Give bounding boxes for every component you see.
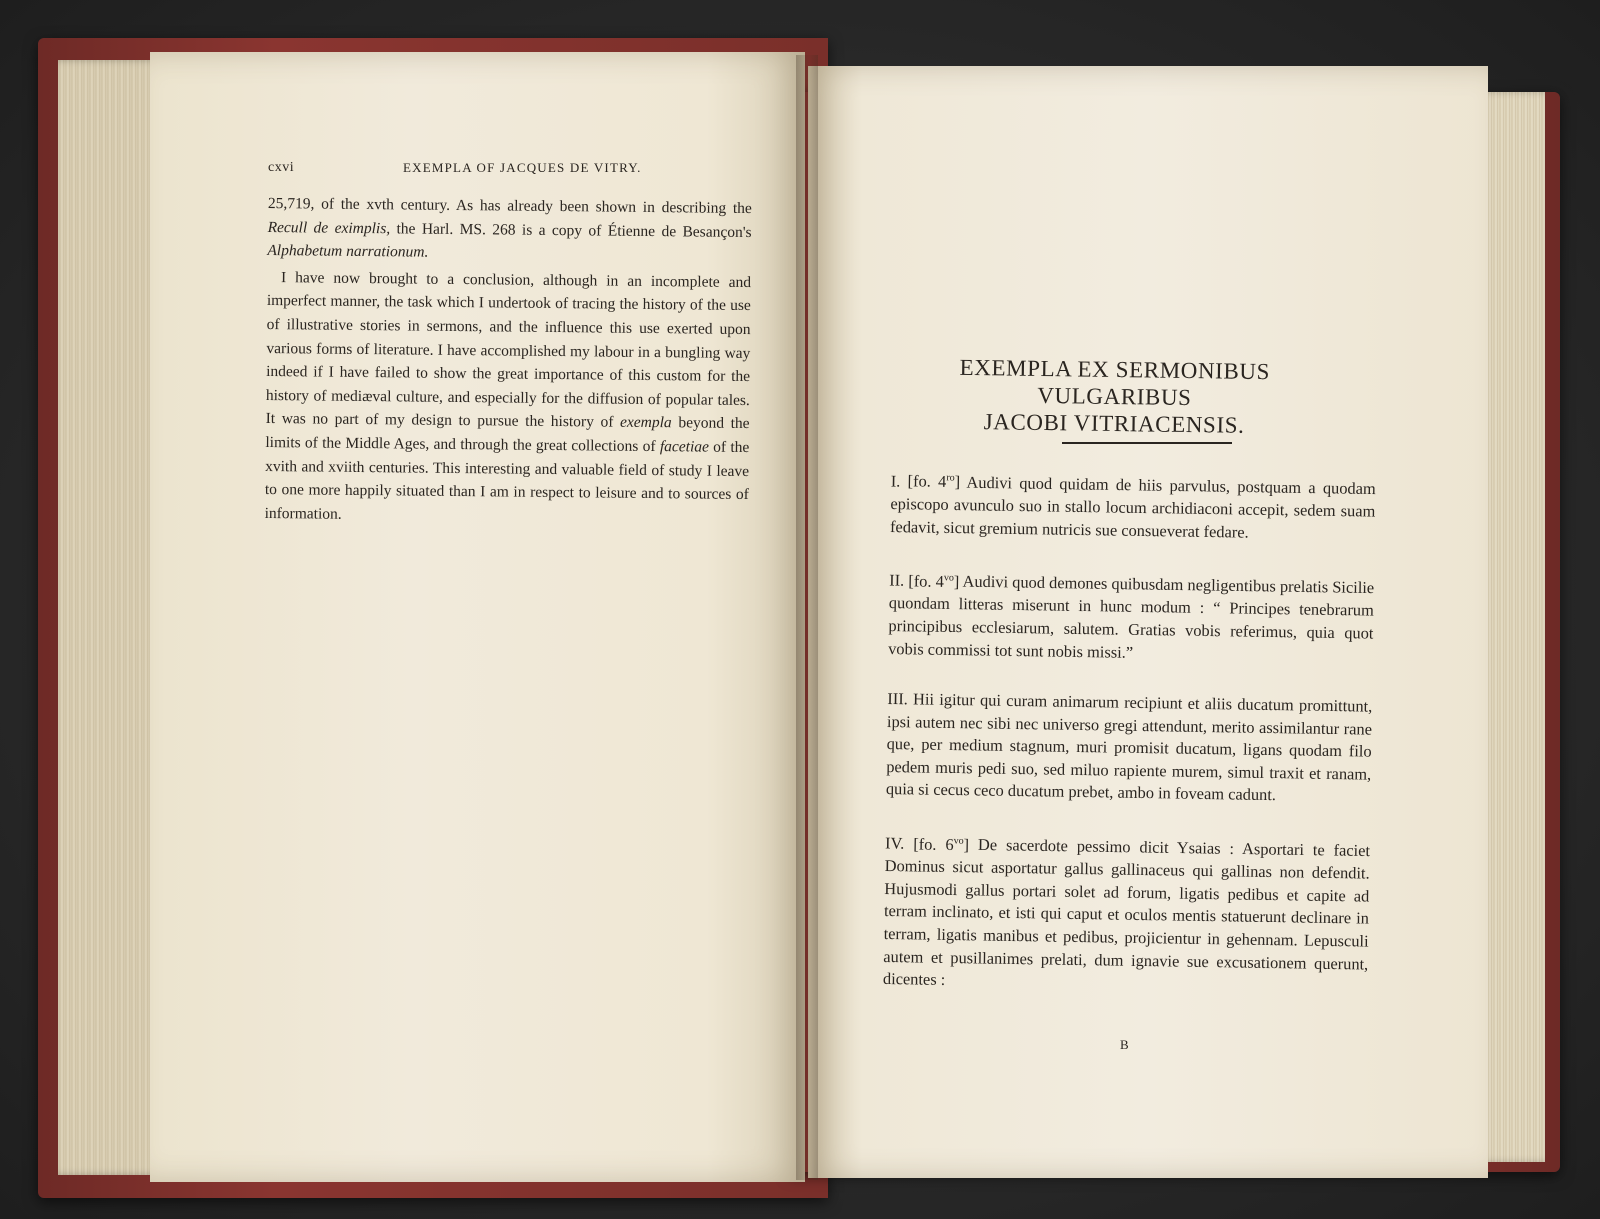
folio-ref-end: ] xyxy=(953,571,960,591)
entry-text: Audivi quod demones quibusdam negligentibus prelatis Sicilie quondam litteras miserunt in hunc modum : “ Principes tenebrarum principibus ecclesiarum, salutem. Gratias vobis referimus, quia quot vobis commissi tot sunt nobis missi.” xyxy=(888,571,1375,662)
text-run: I have now brought to a conclusion, although in an incomplete and imperfect manner, the task which I undertook of tracing the history of the use of illustrative stories in sermons, and the influence this use exerted upon various forms of literature. I have accomplished my labour in a bungling way indeed if I have failed to show the great importance of this custom for the history of mediæval culture, and especially for the diffusion of popular tales. It was no part of my design to pursue the history of xyxy=(265,268,752,432)
entry-text: Audivi quod quidam de hiis parvulus, postquam a quodam episcopo avunculo suo in stallo locum archidiaconi accepit, sedem suam fedavit, sicut gremium nutricis sue consueverat fedare. xyxy=(889,472,1376,542)
italic-text: Recull de eximplis, xyxy=(267,218,391,237)
folio-side: ro xyxy=(946,472,955,485)
folio-reference xyxy=(907,472,960,492)
folio-side: vo xyxy=(953,835,964,847)
right-page-body xyxy=(882,467,1376,1026)
text-run: of the xvith and xviith centuries. This interesting and valuable field of study I leave to one more happily situated than I am in respect to leisure and to sources of information. xyxy=(264,438,750,523)
exemplum-entry xyxy=(883,829,1370,998)
chapter-title-line-2: JACOBI VITRIACENSIS. xyxy=(983,409,1245,438)
paragraph xyxy=(265,266,752,531)
text-run: beyond the limits of the Middle Ages, and through the great collections of xyxy=(265,414,750,456)
entry-text: Hii igitur qui curam animarum recipiunt et aliis ducatum promittunt, ipsi autem nec sibi nec universo gregi attendunt, merito assimilantur rane que, per medium stagnum, muri promisit ducatum, ligans quodam filo pedem muris pedi suo, sed miluo rapiente murem, simul traxit et ranam, quia si cecus ceco ducatum prebet, ambo in foveam cadunt. xyxy=(885,689,1373,805)
folio-ref-start: [fo. 4 xyxy=(908,571,945,591)
page-number: cxvi xyxy=(268,160,295,175)
text-run: the Harl. MS. 268 is a copy of Étienne de Besançon's xyxy=(390,219,752,241)
entry-number: II. xyxy=(889,570,909,591)
text-run: 25,719, of the xvth century. As has already been shown in describing the xyxy=(267,194,752,218)
chapter-title-line-1: EXEMPLA EX SERMONIBUS VULGARIBUS xyxy=(959,354,1271,411)
left-page-body xyxy=(265,192,752,530)
folio-ref-start: [fo. 6 xyxy=(913,833,954,854)
folio-side: vo xyxy=(943,572,955,584)
italic-text: facetiae xyxy=(659,438,710,456)
paragraph xyxy=(267,192,752,268)
signature-mark: B xyxy=(1120,1037,1129,1052)
folio-ref-end: ] xyxy=(954,472,961,492)
folio-reference xyxy=(913,834,969,854)
running-head-title: EXEMPLA OF JACQUES DE VITRY. xyxy=(403,160,642,175)
entry-number: III. xyxy=(887,689,914,709)
page-edges-right xyxy=(1480,92,1545,1162)
exemplum-entry xyxy=(888,566,1374,667)
folio-ref-end: ] xyxy=(963,834,970,854)
entry-number: I. xyxy=(890,471,908,491)
entry-number: IV. xyxy=(884,833,914,853)
italic-text: Alphabetum narrationum. xyxy=(267,242,429,261)
book-gutter xyxy=(796,55,818,1180)
exemplum-entry xyxy=(890,467,1376,546)
folio-ref-start: [fo. 4 xyxy=(907,471,947,492)
entry-text: De sacerdote pessimo dicit Ysaias : Asportari te faciet Dominus sicut asportatur gallus gallinaceus qui gallinas non defendit. Hujusmodi gallus portari solet ad forum, ligatis pedibus et capite ad terram inclinato, et isti qui caput et oculos mentis statuerunt declinare in terram, ligatis manibus et pedibus, projicientur in gehennam. Lepusculi autem et pusillanimes prelati, dum ignavie sue excusationem querunt, dicentes : xyxy=(882,834,1371,990)
title-rule xyxy=(1062,442,1232,444)
exemplum-entry xyxy=(886,688,1373,809)
chapter-title xyxy=(879,353,1350,441)
folio-reference xyxy=(908,571,959,591)
italic-text: exempla xyxy=(620,414,672,432)
